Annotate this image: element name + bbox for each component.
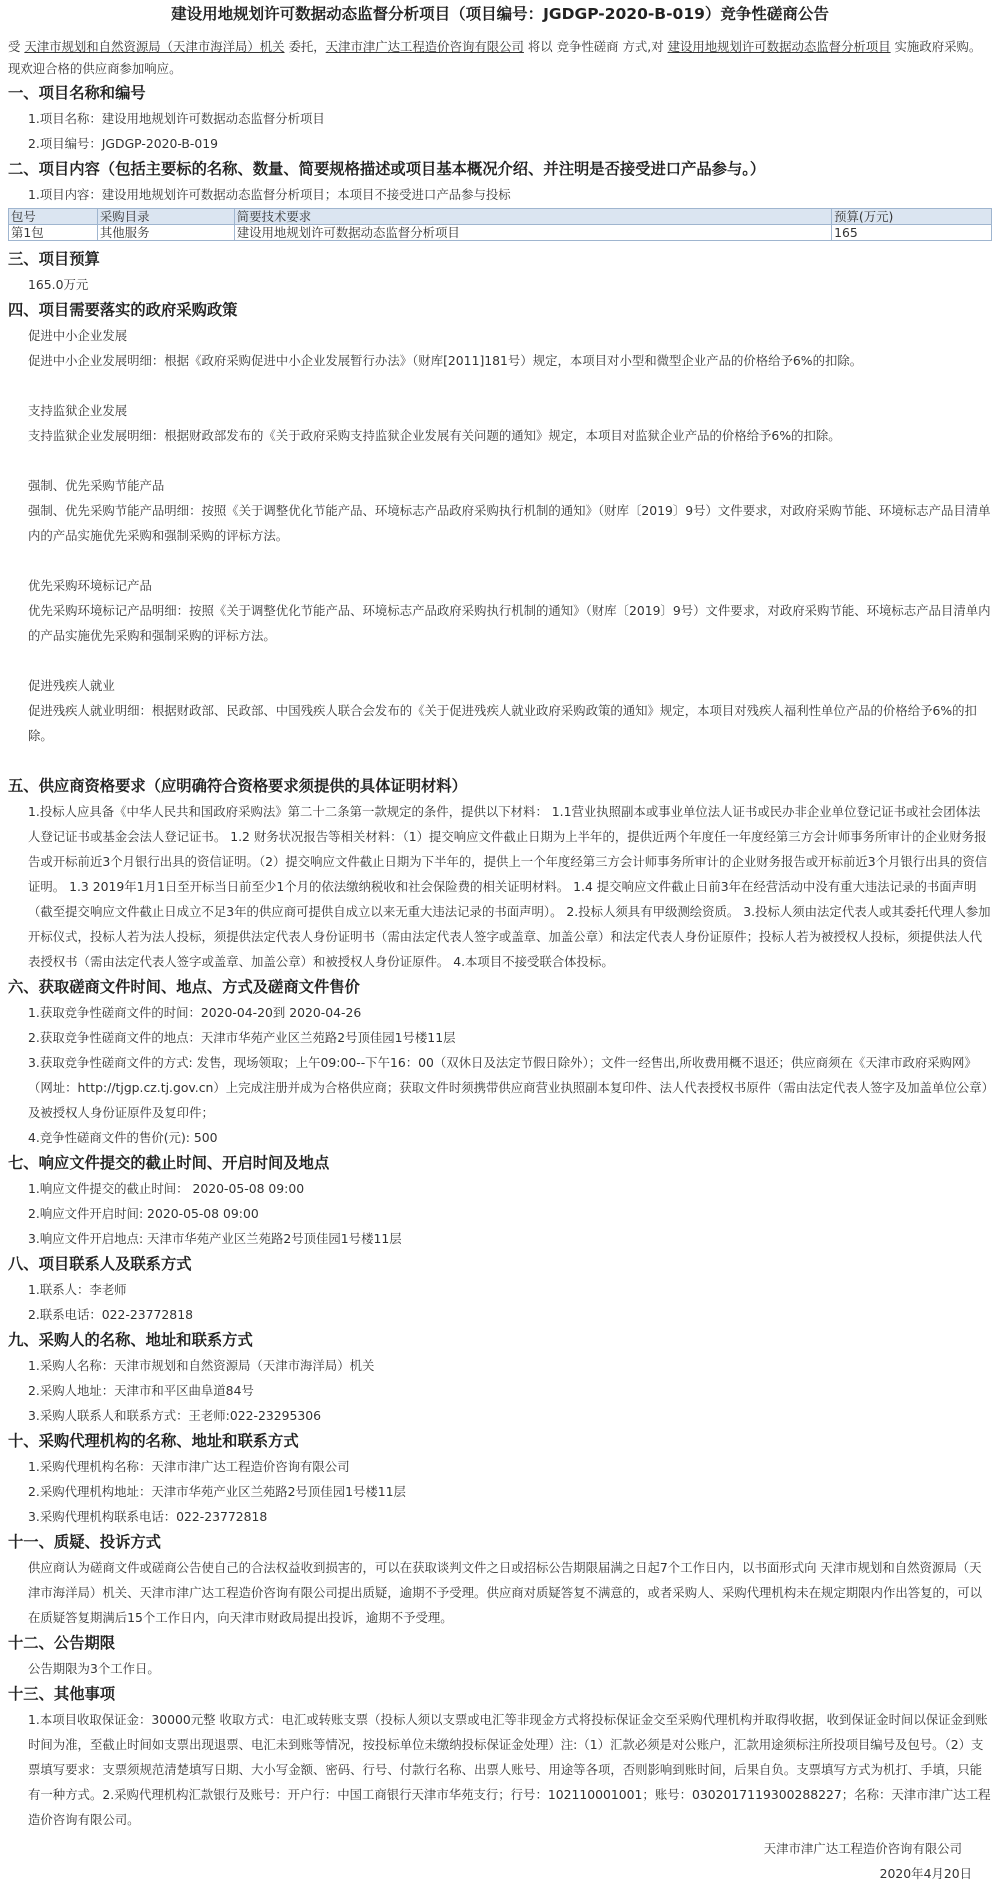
policy-name: 强制、优先采购节能产品	[28, 478, 165, 493]
intro-text-2: 委托，	[288, 39, 326, 54]
entrust-org-link[interactable]: 天津市规划和自然资源局（天津市海洋局）机关	[24, 39, 285, 54]
intro-paragraph	[8, 36, 992, 80]
document-price-line: 4.竞争性磋商文件的售价(元): 500	[28, 1130, 218, 1145]
policy-name: 促进残疾人就业	[28, 678, 115, 693]
policy-detail: 支持监狱企业发展明细：根据财政部发布的《关于政府采购支持监狱企业发展有关问题的通知》规定，本项目对监狱企业产品的价格给予6%的扣除。	[28, 428, 841, 443]
obtain-location-line: 2.获取竞争性磋商文件的地点：天津市华苑产业区兰苑路2号顶佳园1号楼11层	[28, 1030, 456, 1045]
agent-org-link[interactable]: 天津市津广达工程造价咨询有限公司	[325, 39, 524, 54]
section-9-heading: 九、采购人的名称、地址和联系方式	[8, 1331, 253, 1349]
purchaser-contact-line: 3.采购人联系人和联系方式：王老师:022-23295306	[28, 1408, 322, 1423]
cell-catalog: 其他服务	[97, 225, 234, 241]
policy-detail: 优先采购环境标记产品明细：按照《关于调整优化节能产品、环境标志产品政府采购执行机制的通知》（财库〔2019〕9号）文件要求，对政府采购节能、环境标志产品目清单内的产品实施优先采购和强制采购的评标方法。	[28, 603, 991, 643]
intro-text-4: 实施政府采购。现欢迎合格的供应商参加响应。	[8, 39, 982, 76]
section-11-heading: 十一、质疑、投诉方式	[8, 1533, 161, 1551]
col-header-catalog: 采购目录	[97, 209, 234, 225]
cell-budget: 165	[832, 225, 992, 241]
agency-phone-line: 3.采购代理机构联系电话：022-23772818	[28, 1509, 268, 1524]
section-7-heading: 七、响应文件提交的截止时间、开启时间及地点	[8, 1154, 330, 1172]
cell-package: 第1包	[9, 225, 98, 241]
announcement-page	[8, 4, 992, 1886]
agency-name-line: 1.采购代理机构名称：天津市津广达工程造价咨询有限公司	[28, 1459, 350, 1474]
obtain-time-line: 1.获取竞争性磋商文件的时间：2020-04-20到 2020-04-26	[28, 1005, 362, 1020]
opening-location-line: 3.响应文件开启地点: 天津市华苑产业区兰苑路2号顶佳园1号楼11层	[28, 1231, 402, 1246]
col-header-requirements: 简要技术要求	[234, 209, 831, 225]
policy-name: 优先采购环境标记产品	[28, 578, 152, 593]
col-header-budget: 预算(万元)	[832, 209, 992, 225]
section-8-heading: 八、项目联系人及联系方式	[8, 1255, 192, 1273]
section-13-heading: 十三、其他事项	[8, 1685, 116, 1703]
package-table	[8, 208, 992, 241]
notice-period-text: 公告期限为3个工作日。	[28, 1661, 160, 1676]
opening-time-line: 2.响应文件开启时间: 2020-05-08 09:00	[28, 1206, 259, 1221]
page-title: 建设用地规划许可数据动态监督分析项目（项目编号：JGDGP-2020-B-019）竞争性磋商公告	[171, 5, 829, 23]
deadline-line: 1.响应文件提交的截止时间： 2020-05-08 09:00	[28, 1181, 305, 1196]
budget-value: 165.0万元	[28, 277, 89, 292]
qualification-text: 1.投标人应具备《中华人民共和国政府采购法》第二十二条第一款规定的条件，提供以下材料： 1.1营业执照副本或事业单位法人证书或民办非企业单位登记证书或社会团体法人登记证书或基金会法人登记证书。 1.2 财务状况报告等相关材料：（1）提交响应文件截止日期为上半年的，提供近两个年度任一年度经第三方会计师事务所审计的企业财务报告或开标前近3个月银行出具的资信证明。（2）提交响应文件截止日期为下半年的，提供上一个年度经第三方会计师事务所审计的企业财务报告或开标前近3个月银行出具的资信证明。 1.3 2019年1月1日至开标当日前至少1个月的依法缴纳税收和社会保险费的相关证明材料。 1.4 提交响应文件截止日前3年在经营活动中没有重大违法记录的书面声明（截至提交响应文件截止日成立不足3年的供应商可提供自成立以来无重大违法记录的书面声明）。 2.投标人须具有甲级测绘资质。 3.投标人须由法定代表人或其委托代理人参加开标仪式，投标人若为法人投标，须提供法定代表人身份证明书（需由法定代表人签字或盖章、加盖公章）和法定代表人身份证原件；投标人若为被授权人投标，须提供法人代表授权书（需由法定代表人签字或盖章、加盖公章）和被授权人身份证原件。 4.本项目不接受联合体投标。	[28, 804, 991, 969]
policy-detail: 促进中小企业发展明细：根据《政府采购促进中小企业发展暂行办法》（财库[2011]181号）规定，本项目对小型和微型企业产品的价格给予6%的扣除。	[28, 353, 863, 368]
project-number-line: 2.项目编号：JGDGP-2020-B-019	[28, 136, 219, 151]
other-matters-text: 1.本项目收取保证金：30000元整 收取方式：电汇或转账支票（投标人须以支票或电汇等非现金方式将投标保证金交至采购代理机构并取得收据，收到保证金时间以保证金到账时间为准，至截止时间如支票出现退票、电汇未到账等情况，按投标单位未缴纳投标保证金处理）注:（1）汇款必须是对公账户，汇款用途须标注所投项目编号及包号。（2）支票填写要求：支票须规范清楚填写日期、大小写金额、密码、行号、付款行名称、出票人账号、用途等各项，否则影响到账时间，后果自负。支票填写方式为机打、手填，只能有一种方式。2.采购代理机构汇款银行及账号：开户行：中国工商银行天津市华苑支行；行号：102110001001；账号：0302017119300288227；名称：天津市津广达工程造价咨询有限公司。	[28, 1712, 991, 1827]
section-4-heading: 四、项目需要落实的政府采购政策	[8, 301, 238, 319]
policy-detail: 强制、优先采购节能产品明细：按照《关于调整优化节能产品、环境标志产品政府采购执行机制的通知》（财库〔2019〕9号）文件要求，对政府采购节能、环境标志产品目清单内的产品实施优先采购和强制采购的评标方法。	[28, 503, 991, 543]
table-row	[9, 225, 992, 241]
complaint-text: 供应商认为磋商文件或磋商公告使自己的合法权益收到损害的，可以在获取谈判文件之日或招标公告期限届满之日起7个工作日内，以书面形式向 天津市规划和自然资源局（天津市海洋局）机关、天津市津广达工程造价咨询有限公司提出质疑，逾期不予受理。供应商对质疑答复不满意的，或者采购人、采购代理机构未在规定期限内作出答复的，可以在质疑答复期满后15个工作日内，向天津市财政局提出投诉，逾期不予受理。	[28, 1560, 983, 1625]
policy-name: 促进中小企业发展	[28, 328, 128, 343]
signature-org: 天津市津广达工程造价咨询有限公司	[763, 1841, 962, 1856]
signature-block	[8, 1836, 992, 1886]
section-1-heading: 一、项目名称和编号	[8, 84, 146, 102]
project-name-link[interactable]: 建设用地规划许可数据动态监督分析项目	[667, 39, 891, 54]
project-content-line: 1.项目内容：建设用地规划许可数据动态监督分析项目；本项目不接受进口产品参与投标	[28, 187, 511, 202]
purchaser-name-line: 1.采购人名称：天津市规划和自然资源局（天津市海洋局）机关	[28, 1358, 375, 1373]
intro-text-3: 将以 竞争性磋商 方式,对	[527, 39, 664, 54]
section-5-heading: 五、供应商资格要求（应明确符合资格要求须提供的具体证明材料）	[8, 777, 467, 795]
purchaser-address-line: 2.采购人地址：天津市和平区曲阜道84号	[28, 1383, 254, 1398]
section-2-heading: 二、项目内容（包括主要标的名称、数量、简要规格描述或项目基本概况介绍、并注明是否接受进口产品参与。）	[8, 160, 766, 178]
policy-detail: 促进残疾人就业明细：根据财政部、民政部、中国残疾人联合会发布的《关于促进残疾人就业政府采购政策的通知》规定，本项目对残疾人福利性单位产品的价格给予6%的扣除。	[28, 703, 977, 743]
cell-requirements: 建设用地规划许可数据动态监督分析项目	[234, 225, 831, 241]
table-header-row	[9, 209, 992, 225]
contact-person-line: 1.联系人：李老师	[28, 1282, 127, 1297]
signature-date: 2020年4月20日	[879, 1866, 972, 1881]
contact-phone-line: 2.联系电话：022-23772818	[28, 1307, 193, 1322]
policy-name: 支持监狱企业发展	[28, 403, 128, 418]
section-12-heading: 十二、公告期限	[8, 1634, 116, 1652]
obtain-method-line: 3.获取竞争性磋商文件的方式: 发售，现场领取；上午09:00--下午16：00（双休日及法定节假日除外）；文件一经售出,所收费用概不退还；供应商须在《天津市政府采购网》（网址：http://tjgp.cz.tj.gov.cn）上完成注册并成为合格供应商；获取文件时须携带供应商营业执照副本复印件、法人代表授权书原件（需由法定代表人签字及加盖单位公章）及被授权人身份证原件及复印件；	[28, 1055, 988, 1120]
section-6-heading: 六、获取磋商文件时间、地点、方式及磋商文件售价	[8, 978, 360, 996]
intro-text-1: 受	[8, 39, 21, 54]
agency-address-line: 2.采购代理机构地址：天津市华苑产业区兰苑路2号顶佳园1号楼11层	[28, 1484, 406, 1499]
col-header-package: 包号	[9, 209, 98, 225]
section-3-heading: 三、项目预算	[8, 250, 100, 268]
project-name-line: 1.项目名称：建设用地规划许可数据动态监督分析项目	[28, 111, 325, 126]
section-10-heading: 十、采购代理机构的名称、地址和联系方式	[8, 1432, 299, 1450]
